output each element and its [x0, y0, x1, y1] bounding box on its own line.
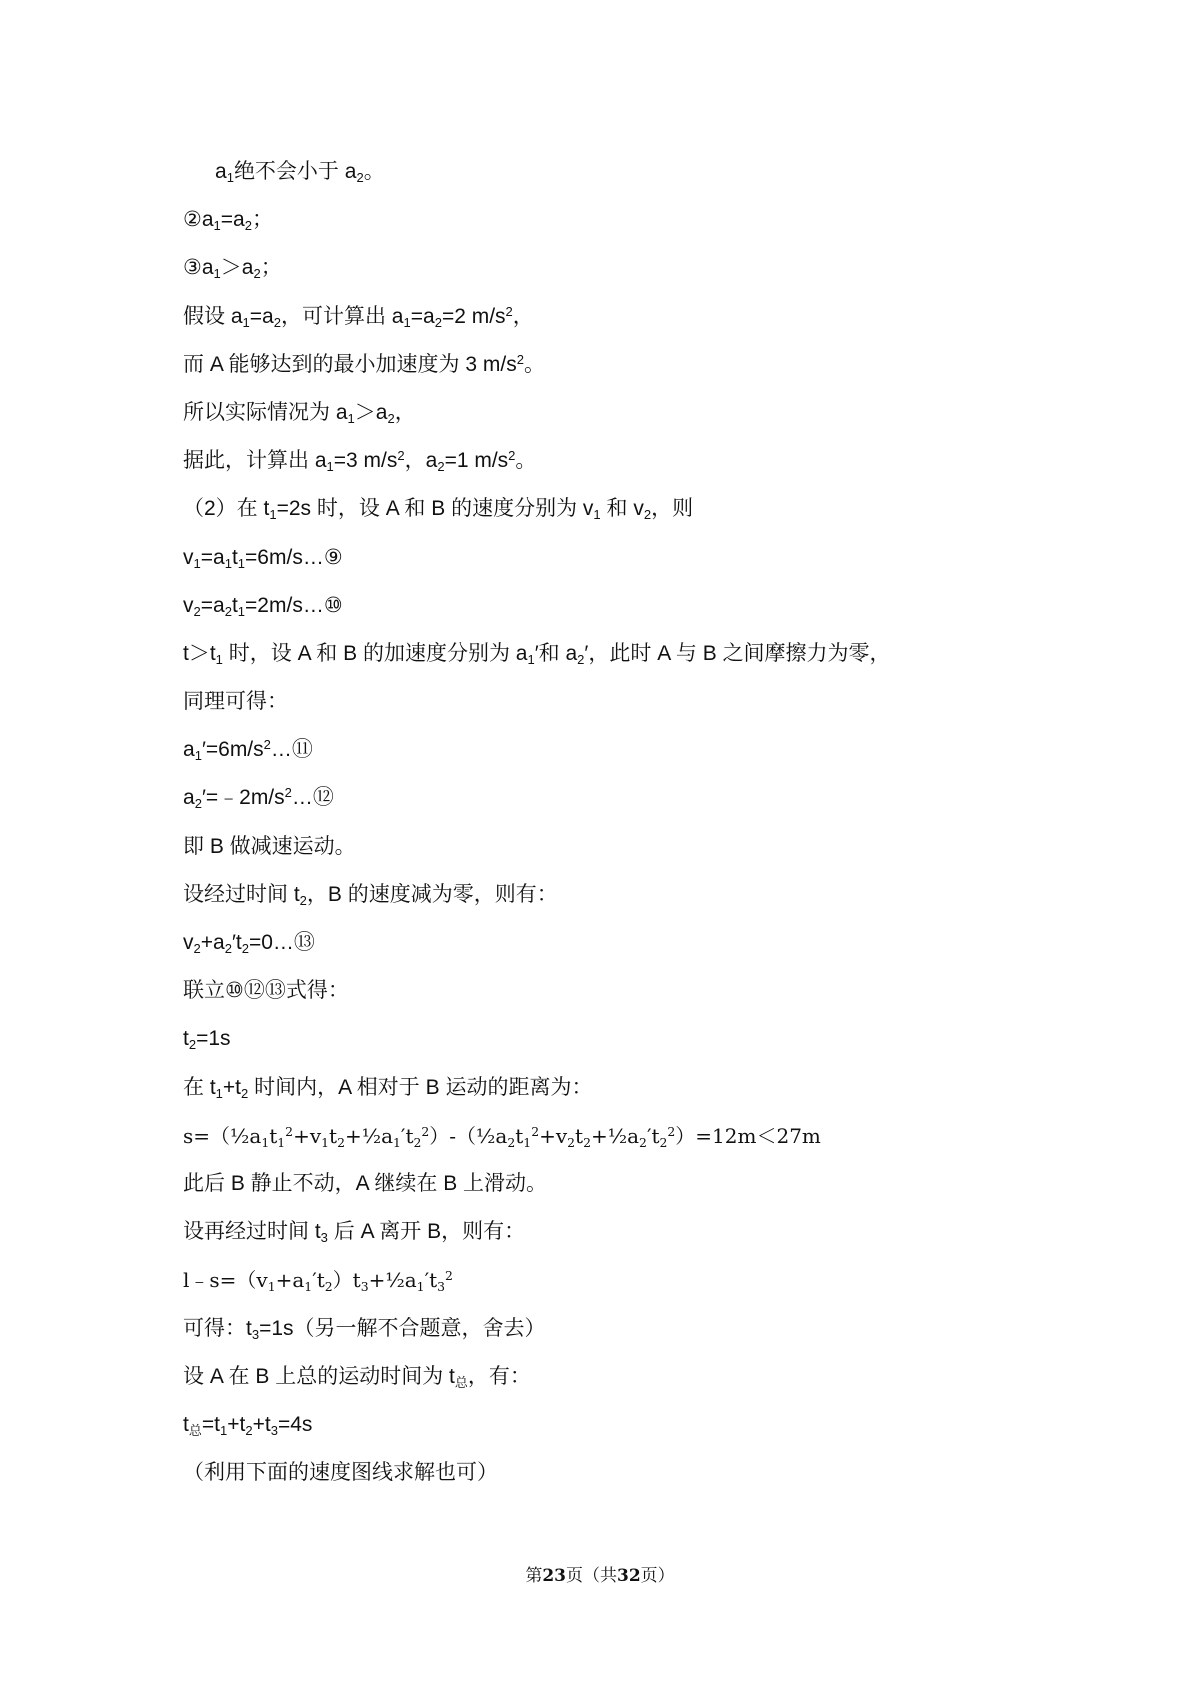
subscript: 3 — [270, 1423, 278, 1439]
subscript: 1 — [321, 1134, 330, 1150]
text-line — [183, 148, 1043, 196]
text-segment: t — [515, 1123, 524, 1148]
subscript: 1 — [593, 507, 601, 523]
text-line — [183, 919, 1043, 967]
subscript: 1 — [269, 507, 277, 523]
subscript: 1 — [237, 603, 246, 619]
subscript: 1 — [215, 1085, 223, 1101]
subscript: 2 — [387, 411, 395, 427]
subscript: 1 — [523, 1134, 532, 1150]
text-line — [183, 1401, 1043, 1449]
text-segment: 。 — [515, 449, 537, 473]
text-segment: +t — [227, 1412, 246, 1436]
text-segment: =2m/s…⑩ — [245, 593, 343, 617]
subscript: 1 — [403, 314, 411, 330]
text-segment: v — [183, 593, 194, 617]
text-segment: =a — [200, 593, 225, 617]
text-segment: +v — [539, 1123, 568, 1148]
text-segment: ′t — [312, 1268, 325, 1293]
subscript: 1 — [226, 170, 234, 186]
subscript: 2 — [639, 1134, 647, 1150]
superscript: 2 — [445, 1268, 453, 1284]
text-segment: =t — [201, 1412, 220, 1436]
text-segment: +t — [252, 1412, 271, 1436]
text-segment: 据此，计算出 a — [183, 449, 327, 473]
text-segment: 即 B 做减速运动。 — [183, 834, 356, 858]
subscript: 2 — [299, 892, 307, 908]
subscript: 2 — [437, 459, 445, 475]
subscript: 2 — [244, 218, 252, 234]
text-segment: （2）在 t — [183, 497, 270, 521]
text-segment: =a — [220, 208, 245, 232]
superscript: 2 — [263, 737, 271, 753]
subscript: 2 — [434, 314, 442, 330]
subscript: 2 — [356, 170, 364, 186]
text-segment: ′=﹣2m/s — [201, 786, 285, 810]
text-segment: t＞t — [183, 641, 216, 665]
text-segment: =1s — [196, 1027, 231, 1051]
text-segment: ，a — [404, 449, 438, 473]
text-segment: =2 m/s — [441, 304, 506, 328]
text-line — [183, 823, 1043, 871]
text-segment: ， — [394, 400, 416, 424]
superscript: 2 — [285, 1123, 294, 1139]
formula-line — [183, 1256, 1043, 1304]
text-segment: ）t — [332, 1268, 361, 1293]
subscript: 1 — [215, 652, 223, 668]
text-segment: ，则 — [651, 497, 694, 521]
solution-body — [183, 148, 1043, 1497]
text-segment: a — [215, 160, 227, 183]
text-segment: ； — [251, 208, 273, 232]
text-segment: ； — [260, 256, 282, 280]
subscript: 2 — [577, 652, 585, 668]
text-segment: 设 A 在 B 上总的运动时间为 t — [183, 1364, 455, 1388]
subscript: 2 — [659, 1134, 668, 1150]
text-segment: …⑫ — [291, 786, 334, 810]
subscript: 1 — [224, 555, 232, 571]
text-segment: +½a — [590, 1123, 640, 1148]
superscript: 2 — [421, 1123, 430, 1139]
text-segment: =3 m/s — [333, 449, 398, 473]
text-segment: ′t — [646, 1123, 660, 1148]
subscript: 2 — [224, 603, 232, 619]
text-segment: 在 t — [183, 1075, 216, 1099]
footer-middle: 页（共 — [566, 1566, 617, 1586]
text-segment: =4s — [277, 1412, 313, 1436]
superscript: 2 — [397, 447, 405, 463]
text-segment: ，B 的速度减为零，则有： — [306, 882, 558, 906]
subscript: 2 — [245, 1423, 253, 1439]
subscript: 1 — [219, 1423, 228, 1439]
text-segment: t — [183, 1027, 189, 1051]
subscript: 2 — [194, 796, 202, 812]
subscript: 1 — [193, 555, 201, 571]
subscript: 1 — [393, 1134, 401, 1150]
text-segment: 设再经过时间 t — [183, 1220, 321, 1244]
subscript: 2 — [567, 1134, 576, 1150]
text-segment: a — [183, 738, 195, 762]
text-segment: =1s（另一解不合题意，舍去） — [259, 1316, 546, 1340]
subscript: 2 — [583, 1134, 591, 1150]
text-segment: （利用下面的速度图线求解也可） — [183, 1461, 498, 1485]
superscript: 2 — [516, 351, 524, 367]
footer-prefix: 第 — [525, 1566, 543, 1586]
subscript: 1 — [326, 459, 334, 475]
text-line — [183, 244, 1043, 292]
text-segment: ＞a — [220, 256, 254, 280]
text-segment: a — [183, 786, 195, 810]
text-line — [183, 1353, 1043, 1401]
text-line — [183, 726, 1043, 774]
subscript: 1 — [261, 1134, 270, 1150]
text-line — [183, 774, 1043, 822]
subscript: 1 — [237, 555, 246, 571]
text-segment: ）=12m＜27m — [675, 1123, 821, 1148]
text-segment: +½a — [368, 1268, 417, 1293]
text-segment: t — [329, 1123, 338, 1148]
text-segment: =0…⑬ — [248, 931, 315, 954]
text-line — [183, 485, 1043, 533]
subscript: 2 — [224, 941, 232, 957]
text-segment: 。 — [363, 160, 385, 183]
text-segment: t — [575, 1123, 584, 1148]
text-segment: 联立⑩⑫⑬式得： — [183, 979, 349, 1003]
text-segment: =2s 时，设 A 和 B 的速度分别为 v — [276, 497, 594, 521]
text-segment: +a — [275, 1268, 305, 1293]
subscript: 2 — [253, 266, 261, 282]
page-footer — [0, 1561, 1200, 1586]
text-segment: +½a — [344, 1123, 394, 1148]
subscript: 3 — [437, 1279, 446, 1295]
subscript: 1 — [213, 218, 221, 234]
subscript: 总 — [454, 1374, 468, 1390]
subscript: 1 — [267, 1279, 276, 1295]
superscript: 2 — [531, 1123, 540, 1139]
superscript: 2 — [284, 785, 292, 801]
text-segment: s=（½a — [183, 1123, 262, 1148]
text-segment: ③a — [183, 256, 214, 280]
text-line — [183, 341, 1043, 389]
text-segment: =6m/s…⑨ — [245, 545, 343, 569]
text-line — [183, 1160, 1043, 1208]
subscript: 2 — [273, 314, 281, 330]
text-segment: 此后 B 静止不动，A 继续在 B 上滑动。 — [183, 1171, 548, 1195]
text-segment: ′，此时 A 与 B 之间摩擦力为零， — [584, 641, 891, 665]
text-line — [183, 967, 1043, 1015]
text-segment: 设经过时间 t — [183, 882, 300, 906]
subscript: 2 — [507, 1134, 516, 1150]
text-segment: ， — [512, 304, 534, 328]
text-segment: t — [183, 1412, 189, 1436]
subscript: 1 — [304, 1279, 313, 1295]
subscript: 总 — [188, 1423, 202, 1439]
text-segment: =a — [410, 304, 435, 328]
text-segment: ′t — [231, 931, 242, 954]
text-line — [183, 1449, 1043, 1497]
text-segment: ，可计算出 a — [280, 304, 404, 328]
text-line — [183, 678, 1043, 726]
subscript: 2 — [337, 1134, 345, 1150]
text-segment: =a — [249, 304, 274, 328]
text-segment: =1 m/s — [444, 449, 509, 473]
text-segment: 和 v — [600, 497, 644, 521]
text-segment: 后 A 离开 B，则有： — [327, 1220, 526, 1244]
text-segment: =a — [200, 545, 225, 569]
text-line — [183, 196, 1043, 244]
subscript: 1 — [416, 1279, 425, 1295]
text-line — [183, 1064, 1043, 1112]
superscript: 2 — [508, 447, 516, 463]
subscript: 2 — [413, 1134, 422, 1150]
formula-line — [183, 1112, 1043, 1160]
subscript: 1 — [213, 266, 221, 282]
text-line — [183, 437, 1043, 485]
text-segment: t — [231, 545, 238, 569]
subscript: 2 — [324, 1279, 333, 1295]
text-segment: 所以实际情况为 a — [183, 400, 348, 424]
text-line — [183, 293, 1043, 341]
subscript: 2 — [241, 941, 249, 957]
text-segment: ′t — [424, 1268, 438, 1293]
superscript: 2 — [505, 303, 513, 319]
text-segment: 假设 a — [183, 304, 243, 328]
text-segment: 可得：t — [183, 1316, 252, 1340]
text-segment: 同理可得： — [183, 690, 288, 714]
text-segment: ′和 a — [534, 641, 578, 665]
subscript: 1 — [242, 314, 250, 330]
subscript: 3 — [360, 1279, 369, 1295]
text-line — [183, 1015, 1043, 1063]
text-segment: +v — [293, 1123, 322, 1148]
text-segment: 时间内，A 相对于 B 运动的距离为： — [248, 1075, 593, 1099]
text-segment: ′t — [400, 1123, 414, 1148]
subscript: 2 — [643, 507, 652, 523]
subscript: 2 — [188, 1037, 197, 1053]
text-line — [183, 582, 1043, 630]
text-line — [183, 1305, 1043, 1353]
text-line — [183, 871, 1043, 919]
text-segment: v — [183, 545, 194, 569]
text-segment: 绝不会小于 a — [233, 160, 357, 183]
subscript: 3 — [320, 1230, 328, 1246]
subscript: 3 — [251, 1326, 260, 1342]
text-segment: ）-（½a — [429, 1123, 508, 1148]
subscript: 1 — [277, 1134, 286, 1150]
text-segment: t — [231, 593, 238, 617]
text-segment: ′=6m/s — [201, 738, 264, 762]
subscript: 2 — [193, 603, 201, 619]
text-segment: 时，设 A 和 B 的加速度分别为 a — [222, 641, 528, 665]
text-line — [183, 389, 1043, 437]
text-segment: l﹣s=（v — [183, 1268, 268, 1293]
text-segment: v — [183, 931, 194, 954]
subscript: 2 — [241, 1085, 249, 1101]
text-segment: …⑪ — [270, 738, 313, 762]
text-line — [183, 630, 1043, 678]
total-page-number: 32 — [617, 1566, 641, 1586]
subscript: 1 — [194, 748, 202, 764]
text-segment: t — [269, 1123, 278, 1148]
text-segment: ②a — [183, 208, 214, 232]
text-segment: +a — [200, 931, 225, 954]
text-line — [183, 1208, 1043, 1256]
text-segment: 而 A 能够达到的最小加速度为 3 m/s — [183, 352, 517, 376]
text-segment: 。 — [523, 352, 545, 376]
text-segment: +t — [222, 1075, 242, 1099]
subscript: 1 — [347, 411, 355, 427]
subscript: 1 — [527, 652, 535, 668]
current-page-number: 23 — [542, 1566, 566, 1586]
footer-suffix: 页） — [640, 1566, 675, 1586]
text-segment: ，有： — [467, 1364, 531, 1388]
subscript: 2 — [193, 941, 201, 957]
text-segment: ＞a — [354, 400, 388, 424]
text-line — [183, 534, 1043, 582]
superscript: 2 — [667, 1123, 676, 1139]
